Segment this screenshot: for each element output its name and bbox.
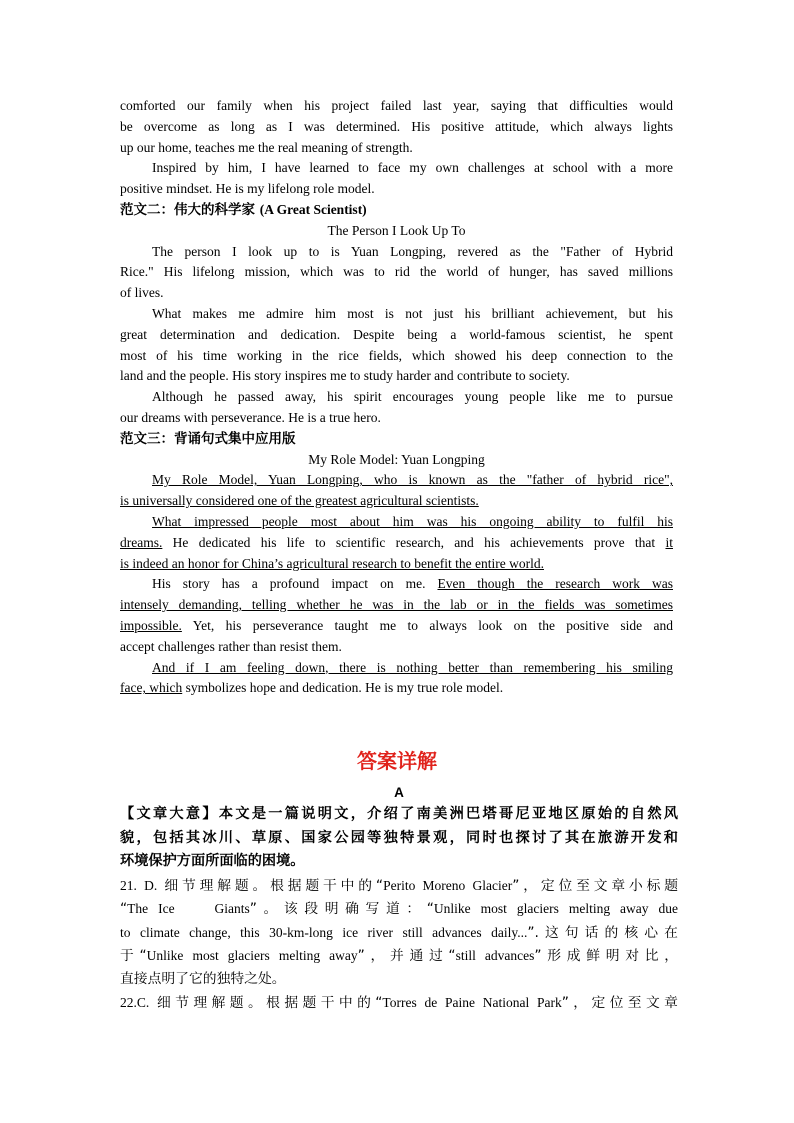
essay2-line: Although he passed away, his spirit encourages young people like me to pursue bbox=[152, 389, 673, 405]
answer-text: 细节理解题。根据题干中的“ bbox=[157, 995, 383, 1011]
question-number: 21. D. bbox=[120, 877, 165, 893]
essay3-heading: 范文三：背诵句式集中应用版 bbox=[120, 430, 296, 447]
summary-line: 貌，包括其冰川、草原、国家公园等独特景观，同时也探讨了其在旅游开发和 bbox=[120, 829, 678, 846]
essay3-line: intensely demanding, telling whether he was in the lab or in the fields was sometimes bbox=[120, 597, 673, 613]
essay3-line: is universally considered one of the greatest agricultural scientists. bbox=[120, 493, 479, 509]
essay3-line: is indeed an honor for China’s agricultural research to benefit the entire world. bbox=[120, 555, 544, 571]
essay3-line: accept challenges rather than resist them. bbox=[120, 638, 342, 654]
essay1-line: up our home, teaches me the real meaning of strength. bbox=[120, 139, 413, 155]
answers-title: 答案详解 bbox=[357, 749, 437, 773]
essay2-line: of lives. bbox=[120, 285, 164, 301]
underlined-phrase: dreams. bbox=[120, 534, 163, 550]
underlined-phrase: Even though the research work was bbox=[437, 576, 673, 592]
summary-line: 【文章大意】本文是一篇说明文，介绍了南美洲巴塔哥尼亚地区原始的自然风 bbox=[120, 806, 678, 822]
essay1-line: be overcome as long as I was determined. His positive attitude, which always lights bbox=[120, 118, 673, 134]
answer-text: 于“ bbox=[120, 948, 147, 964]
answer-text: ”，并通过“ bbox=[357, 948, 456, 964]
essay1-line: positive mindset. He is my lifelong role model. bbox=[120, 181, 375, 197]
answer-text: ”.这句话的核心在 bbox=[527, 924, 678, 941]
answer-text: ”形成鲜明对比， bbox=[534, 948, 678, 964]
essay2-heading bbox=[120, 200, 673, 221]
answer-text: ”。该段明确写道：“ bbox=[249, 901, 434, 917]
answers-section bbox=[120, 783, 678, 1015]
q21-line bbox=[120, 897, 678, 921]
essay3-line: My Role Model, Yuan Longping, who is known as the "father of hybrid rice", bbox=[152, 472, 673, 488]
answer-quote: The Ice Giants bbox=[127, 901, 250, 916]
essay2-line: most of his time working in the rice fields, which showed his deep connection to the bbox=[120, 347, 673, 363]
answer-quote: Unlike most glaciers melting away due bbox=[433, 901, 678, 916]
essay-page bbox=[120, 96, 673, 699]
answer-text: ”，定位至文章 bbox=[561, 995, 678, 1011]
essay3-line: What impressed people most about him was his ongoing ability to fulfil his bbox=[152, 513, 673, 529]
answer-text: “ bbox=[120, 901, 128, 917]
q21-line bbox=[120, 874, 678, 898]
essay3-title: My Role Model: Yuan Longping bbox=[308, 451, 485, 467]
answer-text: ”，定位至文章小标题 bbox=[512, 877, 678, 894]
q21-line: 直接点明了它的独特之处。 bbox=[120, 970, 286, 987]
answer-quote: still advances bbox=[455, 948, 535, 963]
section-label: A bbox=[394, 785, 404, 800]
answer-text: 细节理解题。根据题干中的“ bbox=[164, 877, 384, 894]
essay2-line: great determination and dedication. Despite being a world-famous scientist, he spent bbox=[120, 326, 673, 342]
essay2-heading-cn: 范文二：伟大的科学家 bbox=[120, 201, 260, 218]
essay2-line: What makes me admire him most is not just his brilliant achievement, but his bbox=[152, 305, 673, 321]
plain-phrase: His story has a profound impact on me. bbox=[152, 576, 438, 592]
underlined-phrase: it bbox=[665, 534, 673, 550]
essay3-line: And if I am feeling down, there is nothing better than remembering his smiling bbox=[152, 659, 673, 675]
q22-line bbox=[120, 991, 678, 1015]
essay3-line bbox=[120, 533, 673, 554]
underlined-phrase: face, which bbox=[120, 680, 183, 696]
essay3-line bbox=[120, 616, 673, 637]
essay2-line: our dreams with perseverance. He is a true hero. bbox=[120, 409, 381, 425]
essay2-line: Rice." His lifelong mission, which was to rid the world of hunger, has saved millions bbox=[120, 264, 673, 280]
underlined-phrase: impossible. bbox=[120, 617, 182, 633]
answer-quote: Torres de Paine National Park bbox=[382, 995, 562, 1010]
plain-phrase: He dedicated his life to scientific research, and his achievements prove that bbox=[162, 534, 666, 550]
essay2-heading-en: (A Great Scientist) bbox=[259, 201, 367, 217]
question-number: 22.C. bbox=[120, 995, 158, 1010]
essay1-line: Inspired by him, I have learned to face my own challenges at school with a more bbox=[152, 160, 673, 176]
essay3-line bbox=[120, 678, 673, 699]
plain-phrase: symbolizes hope and dedication. He is my true role model. bbox=[182, 680, 504, 696]
summary-line: 环境保护方面所面临的困境。 bbox=[120, 853, 305, 869]
answer-quote: Perito Moreno Glacier bbox=[383, 877, 513, 893]
essay2-line: land and the people. His story inspires me to study harder and contribute to society. bbox=[120, 368, 570, 384]
q21-line bbox=[120, 944, 678, 968]
answer-quote: to climate change, this 30-km-long ice river still advances daily... bbox=[120, 924, 528, 940]
plain-phrase: Yet, his perseverance taught me to always look on the positive side and bbox=[181, 617, 673, 633]
essay2-line: The person I look up to is Yuan Longping, revered as the "Father of Hybrid bbox=[152, 243, 673, 259]
essay2-title: The Person I Look Up To bbox=[327, 222, 466, 238]
q21-line bbox=[120, 921, 678, 945]
answer-quote: Unlike most glaciers melting away bbox=[146, 948, 358, 963]
essay1-line: comforted our family when his project failed last year, saying that difficulties would bbox=[120, 98, 673, 113]
essay3-line bbox=[120, 574, 673, 595]
